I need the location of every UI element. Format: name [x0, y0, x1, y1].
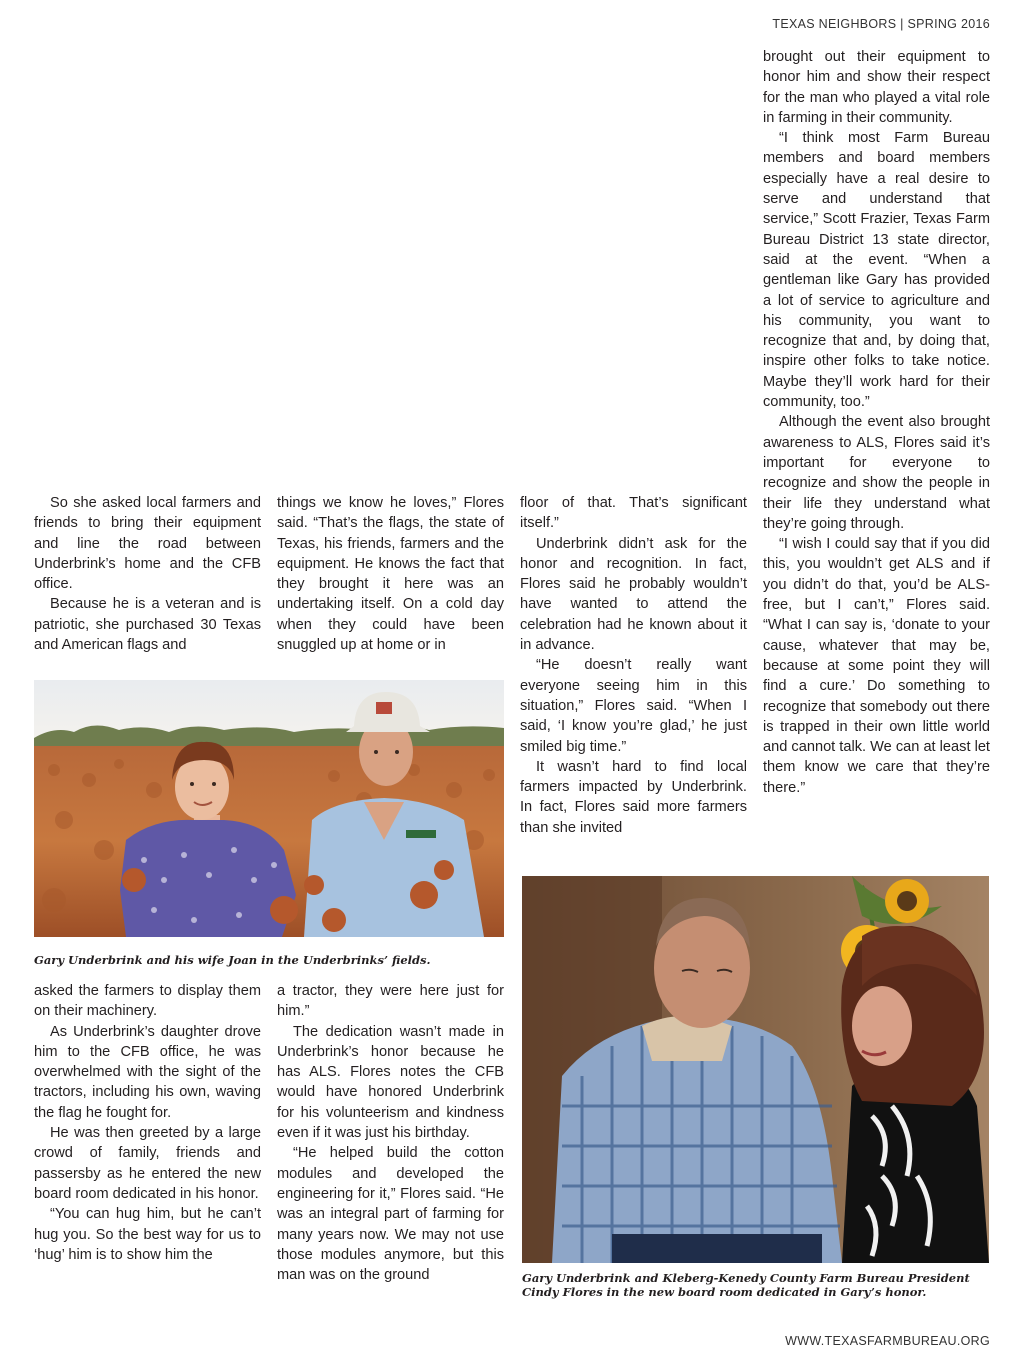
board-photo-caption: Gary Underbrink and Kleberg-Kenedy County Farm Bureau President Cindy Flores in the new board room dedicated in Gary’s honor.	[522, 1271, 970, 1299]
paragraph: floor of that. That’s significant itself.”	[520, 495, 747, 532]
paragraph: “I think most Farm Bureau members and board members especially have a real desire to serve and understand that service,” Scott Frazier, Texas Farm Bureau District 13 state director, said at the event. “When a gentleman like Gary has provided a lot of service to agriculture and his community, you want to recognize that and, by doing that, inspire other folks to take notice. Maybe they’ll work hard for their community, too.”	[763, 130, 990, 411]
board-room-photo	[522, 876, 989, 1263]
paragraph: asked the farmers to display them on their machinery.	[34, 983, 261, 1020]
paragraph: a tractor, they were here just for him.”	[277, 983, 504, 1020]
running-footer-url: WWW.TEXASFARMBUREAU.ORG	[785, 1334, 990, 1348]
article-column-1-top	[34, 493, 261, 655]
paragraph: things we know he loves,” Flores said. “That’s the flags, the state of Texas, his friends, farmers and the equipment. He knows the fact that they brought it here was an undertaking itself. On a cold day when they could have been snuggled up at home or in	[277, 495, 504, 654]
paragraph: Although the event also brought awareness to ALS, Flores said it’s important for everyone to recognize and show the people in their life they understand what they’re going through.	[763, 414, 990, 532]
paragraph: The dedication wasn’t made in Underbrink’s honor because he has ALS. Flores notes the CFB would have honored Underbrink for his volunteerism and kindness even if it was just his birthday.	[277, 1023, 504, 1142]
article-column-3	[520, 493, 747, 838]
paragraph: He was then greeted by a large crowd of family, friends and passersby as he entered the new board room dedicated in his honor.	[34, 1125, 261, 1202]
paragraph: It wasn’t hard to find local farmers impacted by Underbrink. In fact, Flores said more farmers than she invited	[520, 758, 747, 836]
paragraph: “He helped build the cotton modules and developed the engineering for it,” Flores said. “He was an integral part of farming for many years now. We may not use those modules anymore, but this man was on the ground	[277, 1145, 504, 1284]
article-column-2-bottom	[277, 981, 504, 1285]
article-column-2-top	[277, 493, 504, 655]
field-photo-illustration	[34, 680, 504, 937]
board-room-photo-illustration	[522, 876, 989, 1263]
paragraph: So she asked local farmers and friends to bring their equipment and line the road between Underbrink’s home and the CFB office.	[34, 495, 261, 593]
article-column-4	[763, 47, 990, 798]
field-photo	[34, 680, 504, 937]
paragraph: “He doesn’t really want everyone seeing him in this situation,” Flores said. “When I said, ‘I know you’re glad,’ he just smiled big time.”	[520, 657, 747, 755]
paragraph: “I wish I could say that if you did this, you wouldn’t get ALS and if you didn’t do that, you’d be ALS-free, but I can’t,” Flores said. “What I can say is, ‘donate to your cause, whatever that may be, because at some point they will find a cure.’ Do something to recognize that somebody out there is trapped in their own little world and cannot talk. We can at least let them know we care that they’re there.”	[763, 536, 990, 796]
running-header: TEXAS NEIGHBORS | SPRING 2016	[772, 17, 990, 31]
paragraph: “You can hug him, but he can’t hug you. So the best way for us to ‘hug’ him is to show him the	[34, 1206, 261, 1263]
paragraph: brought out their equipment to honor him and show their respect for the man who played a vital role in farming in their community.	[763, 49, 990, 126]
field-photo-caption: Gary Underbrink and his wife Joan in the Underbrinks’ fields.	[34, 953, 431, 967]
article-column-1-bottom	[34, 981, 261, 1265]
paragraph: Because he is a veteran and is patriotic, she purchased 30 Texas and American flags and	[34, 596, 261, 654]
paragraph: Underbrink didn’t ask for the honor and recognition. In fact, Flores said he probably wouldn’t have wanted to attend the celebration had he known about it in advance.	[520, 535, 747, 654]
paragraph: As Underbrink’s daughter drove him to the CFB office, he was overwhelmed with the sight of the tractors, including his own, waving the flag he fought for.	[34, 1023, 261, 1121]
